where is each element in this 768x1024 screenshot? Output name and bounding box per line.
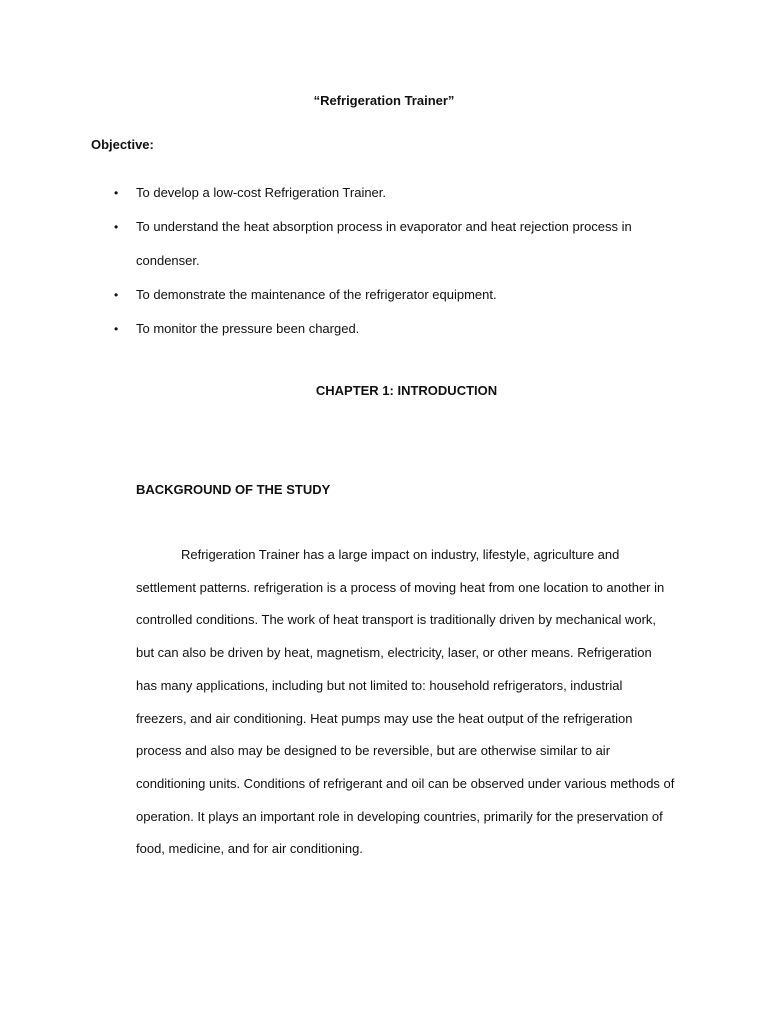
objective-text: To develop a low-cost Refrigeration Trainer. — [136, 185, 387, 200]
background-paragraph: Refrigeration Trainer has a large impact on industry, lifestyle, agriculture and settlement patterns. refrigeration is a process of moving heat from one location to another in controlled conditions. The work of heat transport is traditionally driven by mechanical work, but can also be driven by heat, magnetism, electricity, laser, or other means. Refrigeration has many applications, including but not limited to: household refrigerators, industrial freezers, and air conditioning. Heat pumps may use the heat output of the refrigeration process and also may be designed to be reversible, but are otherwise similar to air conditioning units. Conditions of refrigerant and oil can be observed under various methods of operation. It plays an important role in developing countries, primarily for the preservation of food, medicine, and for air conditioning. — [136, 547, 675, 857]
bullet-icon: • — [114, 322, 119, 336]
chapter-heading: CHAPTER 1: INTRODUCTION — [315, 383, 498, 398]
objective-text: To demonstrate the maintenance of the refrigerator equipment. — [136, 287, 497, 302]
bullet-icon: • — [114, 220, 119, 234]
bullet-icon: • — [114, 186, 119, 200]
objective-heading: Objective: — [91, 137, 154, 152]
objectives-list — [112, 176, 692, 346]
document-title: “Refrigeration Trainer” — [313, 93, 455, 108]
objective-text: To monitor the pressure been charged. — [136, 321, 360, 336]
list-item — [112, 278, 692, 312]
objective-text: To understand the heat absorption process in evaporator and heat rejection process in condenser. — [136, 219, 632, 268]
list-item — [112, 312, 692, 346]
section-heading: BACKGROUND OF THE STUDY — [136, 482, 331, 497]
list-item — [112, 210, 692, 278]
bullet-icon: • — [114, 288, 119, 302]
list-item — [112, 176, 692, 210]
